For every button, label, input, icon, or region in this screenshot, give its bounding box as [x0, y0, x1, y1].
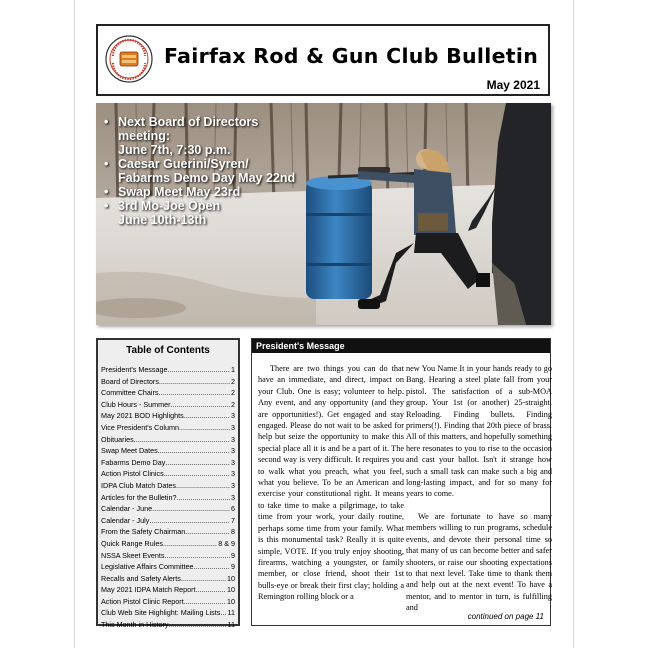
- article-heading: President's Message: [252, 339, 550, 353]
- announcement-line: • Caesar Guerini/Syren/: [118, 157, 249, 171]
- toc-entry-page: 3: [231, 457, 235, 467]
- toc-entry-page: 3: [231, 492, 235, 502]
- toc-entry-title: Committee Chairs: [101, 388, 159, 398]
- toc-leader-dots: [176, 480, 230, 492]
- toc-entry[interactable]: [101, 550, 235, 562]
- toc-entry[interactable]: [101, 376, 235, 388]
- toc-entry-page: 8 & 9: [218, 538, 235, 548]
- toc-entry[interactable]: [101, 480, 235, 492]
- announcement-line: June 7th, 7:30 p.m.: [118, 143, 231, 157]
- toc-leader-dots: [159, 387, 230, 399]
- toc-entry[interactable]: [101, 468, 235, 480]
- toc-leader-dots: [179, 422, 230, 434]
- article-column-2: [406, 363, 552, 614]
- toc-entry-title: Action Pistol Clinics: [101, 469, 164, 479]
- toc-entry-page: 9: [231, 562, 235, 572]
- toc-entry[interactable]: [101, 619, 235, 631]
- article-column-1: [258, 363, 404, 603]
- toc-entry-title: This Month in History: [101, 620, 169, 630]
- toc-leader-dots: [134, 434, 230, 446]
- toc-entry[interactable]: [101, 410, 235, 422]
- toc-entry-page: 3: [231, 434, 235, 444]
- article-paragraph: We are fortunate to have so many members willing to run programs, schedule events, and devote their personal time so that many of us can become better and safer shooters, or raise our shooting expectations to that next level. Take time to thank them and help out at the next event! To have a mentor, and to mentor in turn, is fulfilling and: [406, 511, 552, 613]
- bulletin-title: Fairfax Rod & Gun Club Bulletin: [164, 44, 539, 68]
- announcement-line: Fabarms Demo Day May 22nd: [118, 171, 296, 185]
- toc-leader-dots: [164, 468, 230, 480]
- announcement-line: • Next Board of Directors: [118, 115, 259, 129]
- toc-leader-dots: [165, 457, 230, 469]
- announcement-line: • Swap Meet May 23rd: [118, 185, 241, 199]
- toc-leader-dots: [185, 526, 230, 538]
- toc-entry[interactable]: [101, 445, 235, 457]
- toc-entry[interactable]: [101, 492, 235, 504]
- toc-leader-dots: [149, 515, 230, 527]
- table-of-contents: [96, 338, 240, 630]
- toc-leader-dots: [165, 550, 230, 562]
- toc-entry-title: Calendar - June: [101, 504, 153, 514]
- toc-entry-title: President's Message: [101, 365, 168, 374]
- issue-date: May 2021: [486, 78, 540, 92]
- toc-entry-title: From the Safety Chairman: [101, 527, 186, 537]
- toc-leader-dots: [171, 399, 231, 411]
- toc-entry-title: Quick Range Rules: [101, 538, 163, 548]
- toc-leader-dots: [184, 596, 226, 608]
- toc-entry-title: May 2021 IDPA Match Report: [101, 585, 196, 595]
- club-logo: [104, 34, 154, 84]
- toc-entry[interactable]: [101, 584, 235, 596]
- toc-entry-page: 2: [231, 388, 235, 398]
- toc-leader-dots: [159, 376, 230, 388]
- toc-entry[interactable]: [101, 538, 235, 550]
- masthead: [96, 24, 550, 96]
- toc-entry[interactable]: [101, 596, 235, 608]
- toc-entry-page: 11: [227, 620, 235, 630]
- announcement-line: meeting:: [118, 129, 171, 143]
- article-paragraph: There are two things you can do that have an immediate, and direct, impact on your Club. One is easy; volunteer to help. Any event, and any opportunity (and they are opportunities!). Get engaged and stay engaged. Please do not wait to be asked for help but seize the opportunity to make this special place all it is and be a part of it. The second way is very difficult. It requires you to walk what you preach, what you feel, what you believe. To be an American and exercise your constitutional right. It means to take time to make a pilgrimage, to take time from your work, your daily routine, perhaps some time from your family. What is this monumental task? Really it is quite simple, VOTE. If you truly enjoy shooting, firearms, watching a youngster, or family member, or close friend, shoot their 1st bulls-eye or break their first clay; holding a Remington rolling block or a: [258, 364, 404, 602]
- toc-entry[interactable]: [101, 573, 235, 585]
- toc-leader-dots: [168, 364, 231, 376]
- toc-entry[interactable]: [101, 607, 235, 619]
- toc-entry[interactable]: [101, 399, 235, 411]
- toc-entry-page: 2: [231, 376, 235, 386]
- presidents-message: [251, 338, 551, 626]
- toc-entry[interactable]: [101, 561, 235, 573]
- toc-entry-page: 3: [231, 422, 235, 432]
- announcement-item: [104, 185, 295, 199]
- toc-leader-dots: [196, 584, 226, 596]
- toc-entry-page: 3: [231, 446, 235, 456]
- toc-entry-title: Recalls and Safety Alerts: [101, 573, 181, 583]
- toc-entry[interactable]: [101, 515, 235, 527]
- toc-entry-title: Vice President's Column: [101, 422, 179, 432]
- toc-title: Table of Contents: [126, 345, 210, 356]
- toc-entry-title: Club Hours - Summer: [101, 399, 171, 409]
- toc-entry-page: 10: [227, 573, 235, 583]
- announcement-line: June 10th-13th: [118, 213, 207, 227]
- toc-leader-dots: [158, 445, 230, 457]
- announcement-list: [104, 115, 295, 227]
- toc-entry-title: NSSA Skeet Events: [101, 550, 165, 560]
- toc-leader-dots: [184, 410, 230, 422]
- toc-entry-title: Legislative Affairs Committee: [101, 562, 194, 572]
- announcement-line: • 3rd Mo-Joe Open: [118, 199, 221, 213]
- toc-entry-page: 3: [231, 469, 235, 479]
- toc-entry-title: IDPA Club Match Dates: [101, 480, 176, 490]
- toc-entry-page: 10: [227, 596, 235, 606]
- toc-entry[interactable]: [101, 457, 235, 469]
- cover-photo: [96, 103, 551, 325]
- toc-entry-page: 6: [231, 504, 235, 514]
- toc-entry-title: Swap Meet Dates: [101, 446, 158, 456]
- toc-entry[interactable]: [101, 503, 235, 515]
- toc-entry[interactable]: [101, 387, 235, 399]
- toc-entry[interactable]: [101, 434, 235, 446]
- toc-entry-page: 3: [231, 480, 235, 490]
- toc-entry-title: Club Web Site Highlight: Mailing Lists: [101, 608, 221, 618]
- toc-entry-page: 3: [231, 411, 235, 421]
- toc-entry-title: Fabarms Demo Day: [101, 457, 166, 467]
- toc-leader-dots: [163, 538, 217, 550]
- toc-leader-dots: [194, 561, 230, 573]
- toc-list: [101, 364, 235, 631]
- toc-entry-page: 11: [227, 608, 235, 618]
- continued-link[interactable]: continued on page 11: [467, 612, 544, 621]
- announcement-item: [104, 199, 295, 227]
- toc-entry-page: 9: [231, 550, 235, 560]
- toc-leader-dots: [177, 492, 230, 504]
- toc-entry[interactable]: [101, 422, 235, 434]
- toc-entry-title: Obituaries: [101, 434, 134, 444]
- toc-entry[interactable]: [101, 364, 235, 376]
- toc-entry-page: 10: [227, 585, 235, 595]
- toc-entry-page: 1: [231, 365, 235, 374]
- toc-entry-page: 2: [231, 399, 235, 409]
- toc-entry-title: Calendar - July: [101, 515, 150, 525]
- toc-entry-page: 7: [231, 515, 235, 525]
- announcement-item: [104, 157, 295, 185]
- toc-entry-title: Board of Directors: [101, 376, 159, 386]
- toc-leader-dots: [181, 573, 226, 585]
- toc-entry-title: May 2021 BOD Highlights: [101, 411, 184, 421]
- toc-entry[interactable]: [101, 526, 235, 538]
- toc-leader-dots: [169, 619, 227, 631]
- article-paragraph: new You Name It in your hands ready to go Bang. Hearing a steel plate fall from your pistol. The satisfaction of a sub-MOA group. Your 1st (or another) 25-straight. Reloading. Finding bullets. Finding primers(!). Finding that 20th piece of brass. All of this matters, and hopefully something here resonates to you to rise to the occasion and cast your ballot. Isn't it strange how such a small task can make such a big and long-lasting impact, and for so many for years to come.: [406, 364, 552, 499]
- announcement-item: [104, 115, 295, 157]
- toc-entry-title: Articles for the Bulletin?: [101, 492, 177, 502]
- toc-entry-page: 8: [231, 527, 235, 537]
- toc-leader-dots: [152, 503, 230, 515]
- toc-entry-title: Action Pistol Clinic Report: [101, 596, 184, 606]
